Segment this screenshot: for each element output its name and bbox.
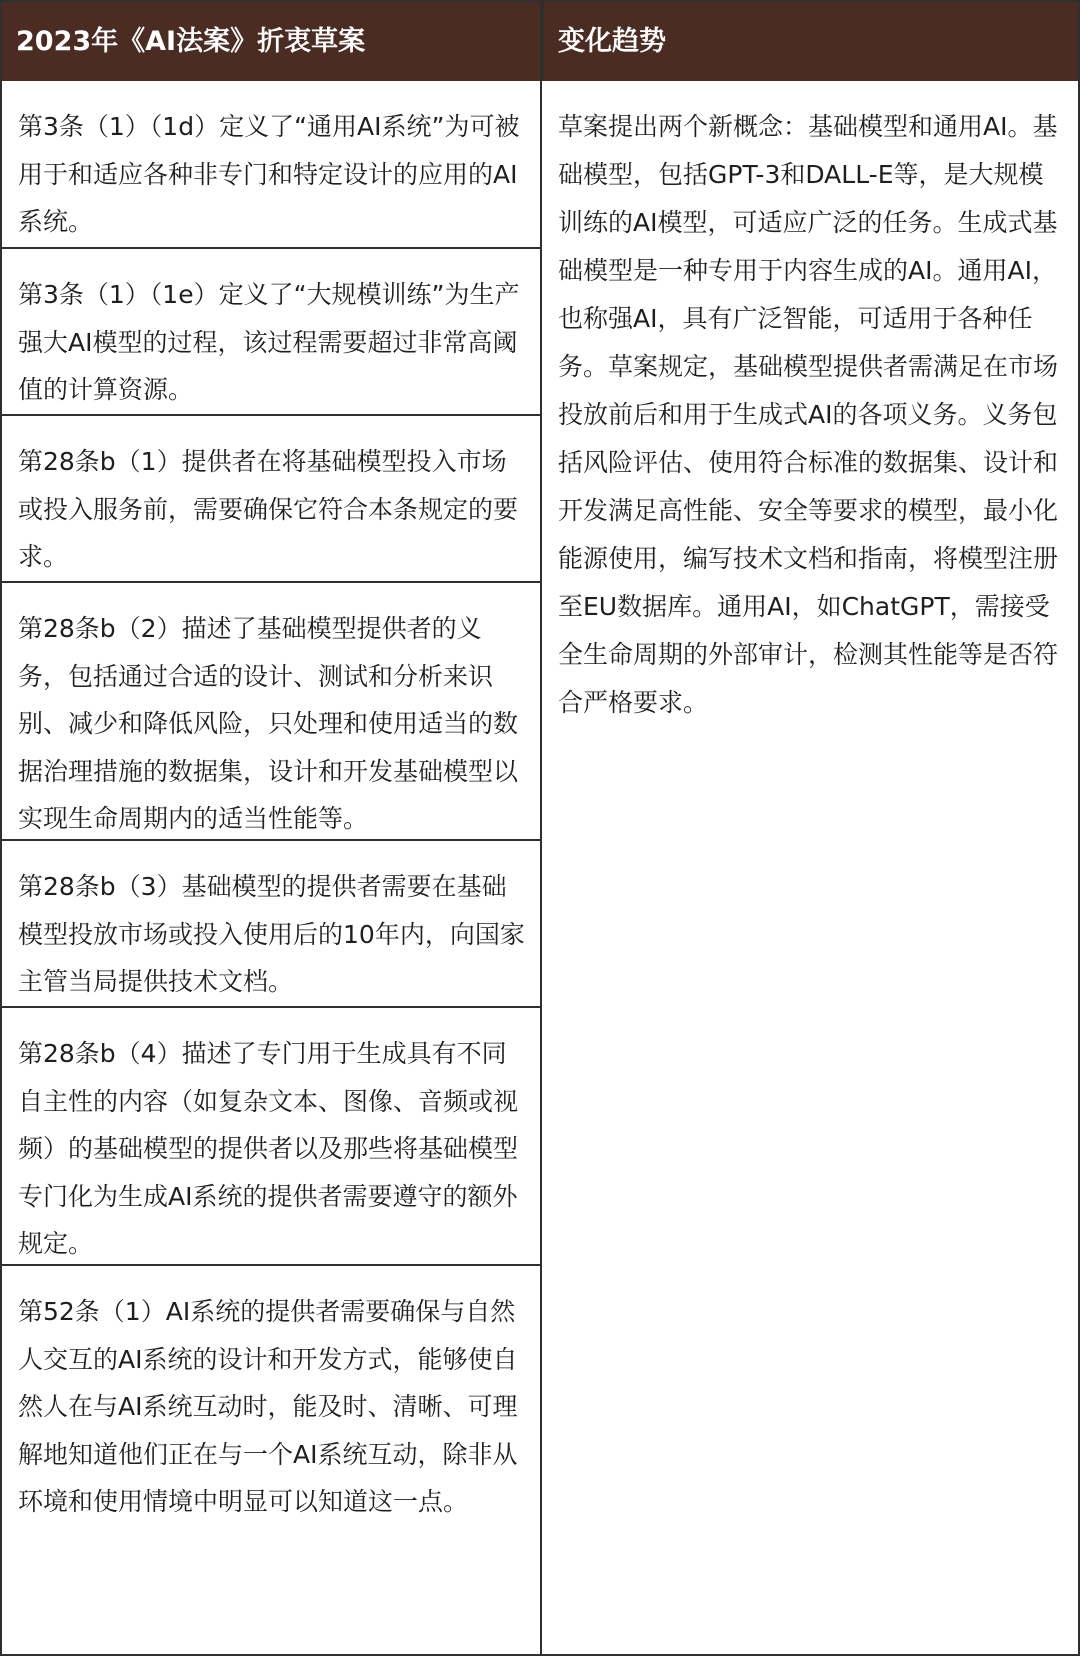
article-row-52-1: 第52条（1）AI系统的提供者需要确保与自然人交互的AI系统的设计和开发方式，能够使自然人在与AI系统互动时，能及时、清晰、可理解地知道他们正在与一个AI系统互动，除非从环境和使用情境中明显可以知道这一点。: [2, 1264, 540, 1654]
article-row-28b-4: 第28条b（4）描述了专门用于生成具有不同自主性的内容（如复杂文本、图像、音频或视频）的基础模型的提供者以及那些将基础模型专门化为生成AI系统的提供者需要遵守的额外规定。: [2, 1006, 540, 1264]
article-row-3-1d: 第3条（1）（1d）定义了“通用AI系统”为可被用于和适应各种非专门和特定设计的应用的AI系统。: [18, 112, 520, 236]
article-row-28b-3: 第28条b（3）基础模型的提供者需要在基础模型投放市场或投入使用后的10年内，向国家主管当局提供技术文档。: [2, 839, 540, 1006]
article-row-28b-2: 第28条b（2）描述了基础模型提供者的义务，包括通过合适的设计、测试和分析来识别、减少和降低风险，只处理和使用适当的数据治理措施的数据集，设计和开发基础模型以实现生命周期内的适当性能等。: [2, 581, 540, 839]
trend-description: 草案提出两个新概念：基础模型和通用AI。基础模型，包括GPT-3和DALL-E等，是大规模训练的AI模型，可适应广泛的任务。生成式基础模型是一种专用于内容生成的AI。通用AI，也称强AI，具有广泛智能，可适用于各种任务。草案规定，基础模型提供者需满足在市场投放前后和用于生成式AI的各项义务。义务包括风险评估、使用符合标准的数据集、设计和开发满足高性能、安全等要求的模型，最小化能源使用，编写技术文档和指南，将模型注册至EU数据库。通用AI，如ChatGPT，需接受全生命周期的外部审计，检测其性能等是否符合严格要求。: [558, 112, 1059, 717]
article-row-28b-1: 第28条b（1）提供者在将基础模型投入市场或投入服务前，需要确保它符合本条规定的要求。: [2, 414, 540, 581]
header-draft-title: 2023年《AI法案》折衷草案: [16, 26, 366, 57]
header-trend-title: 变化趋势: [542, 2, 1078, 81]
article-row-3-1e: 第3条（1）（1e）定义了“大规模训练”为生产强大AI模型的过程，该过程需要超过非常高阈值的计算资源。: [2, 247, 540, 414]
